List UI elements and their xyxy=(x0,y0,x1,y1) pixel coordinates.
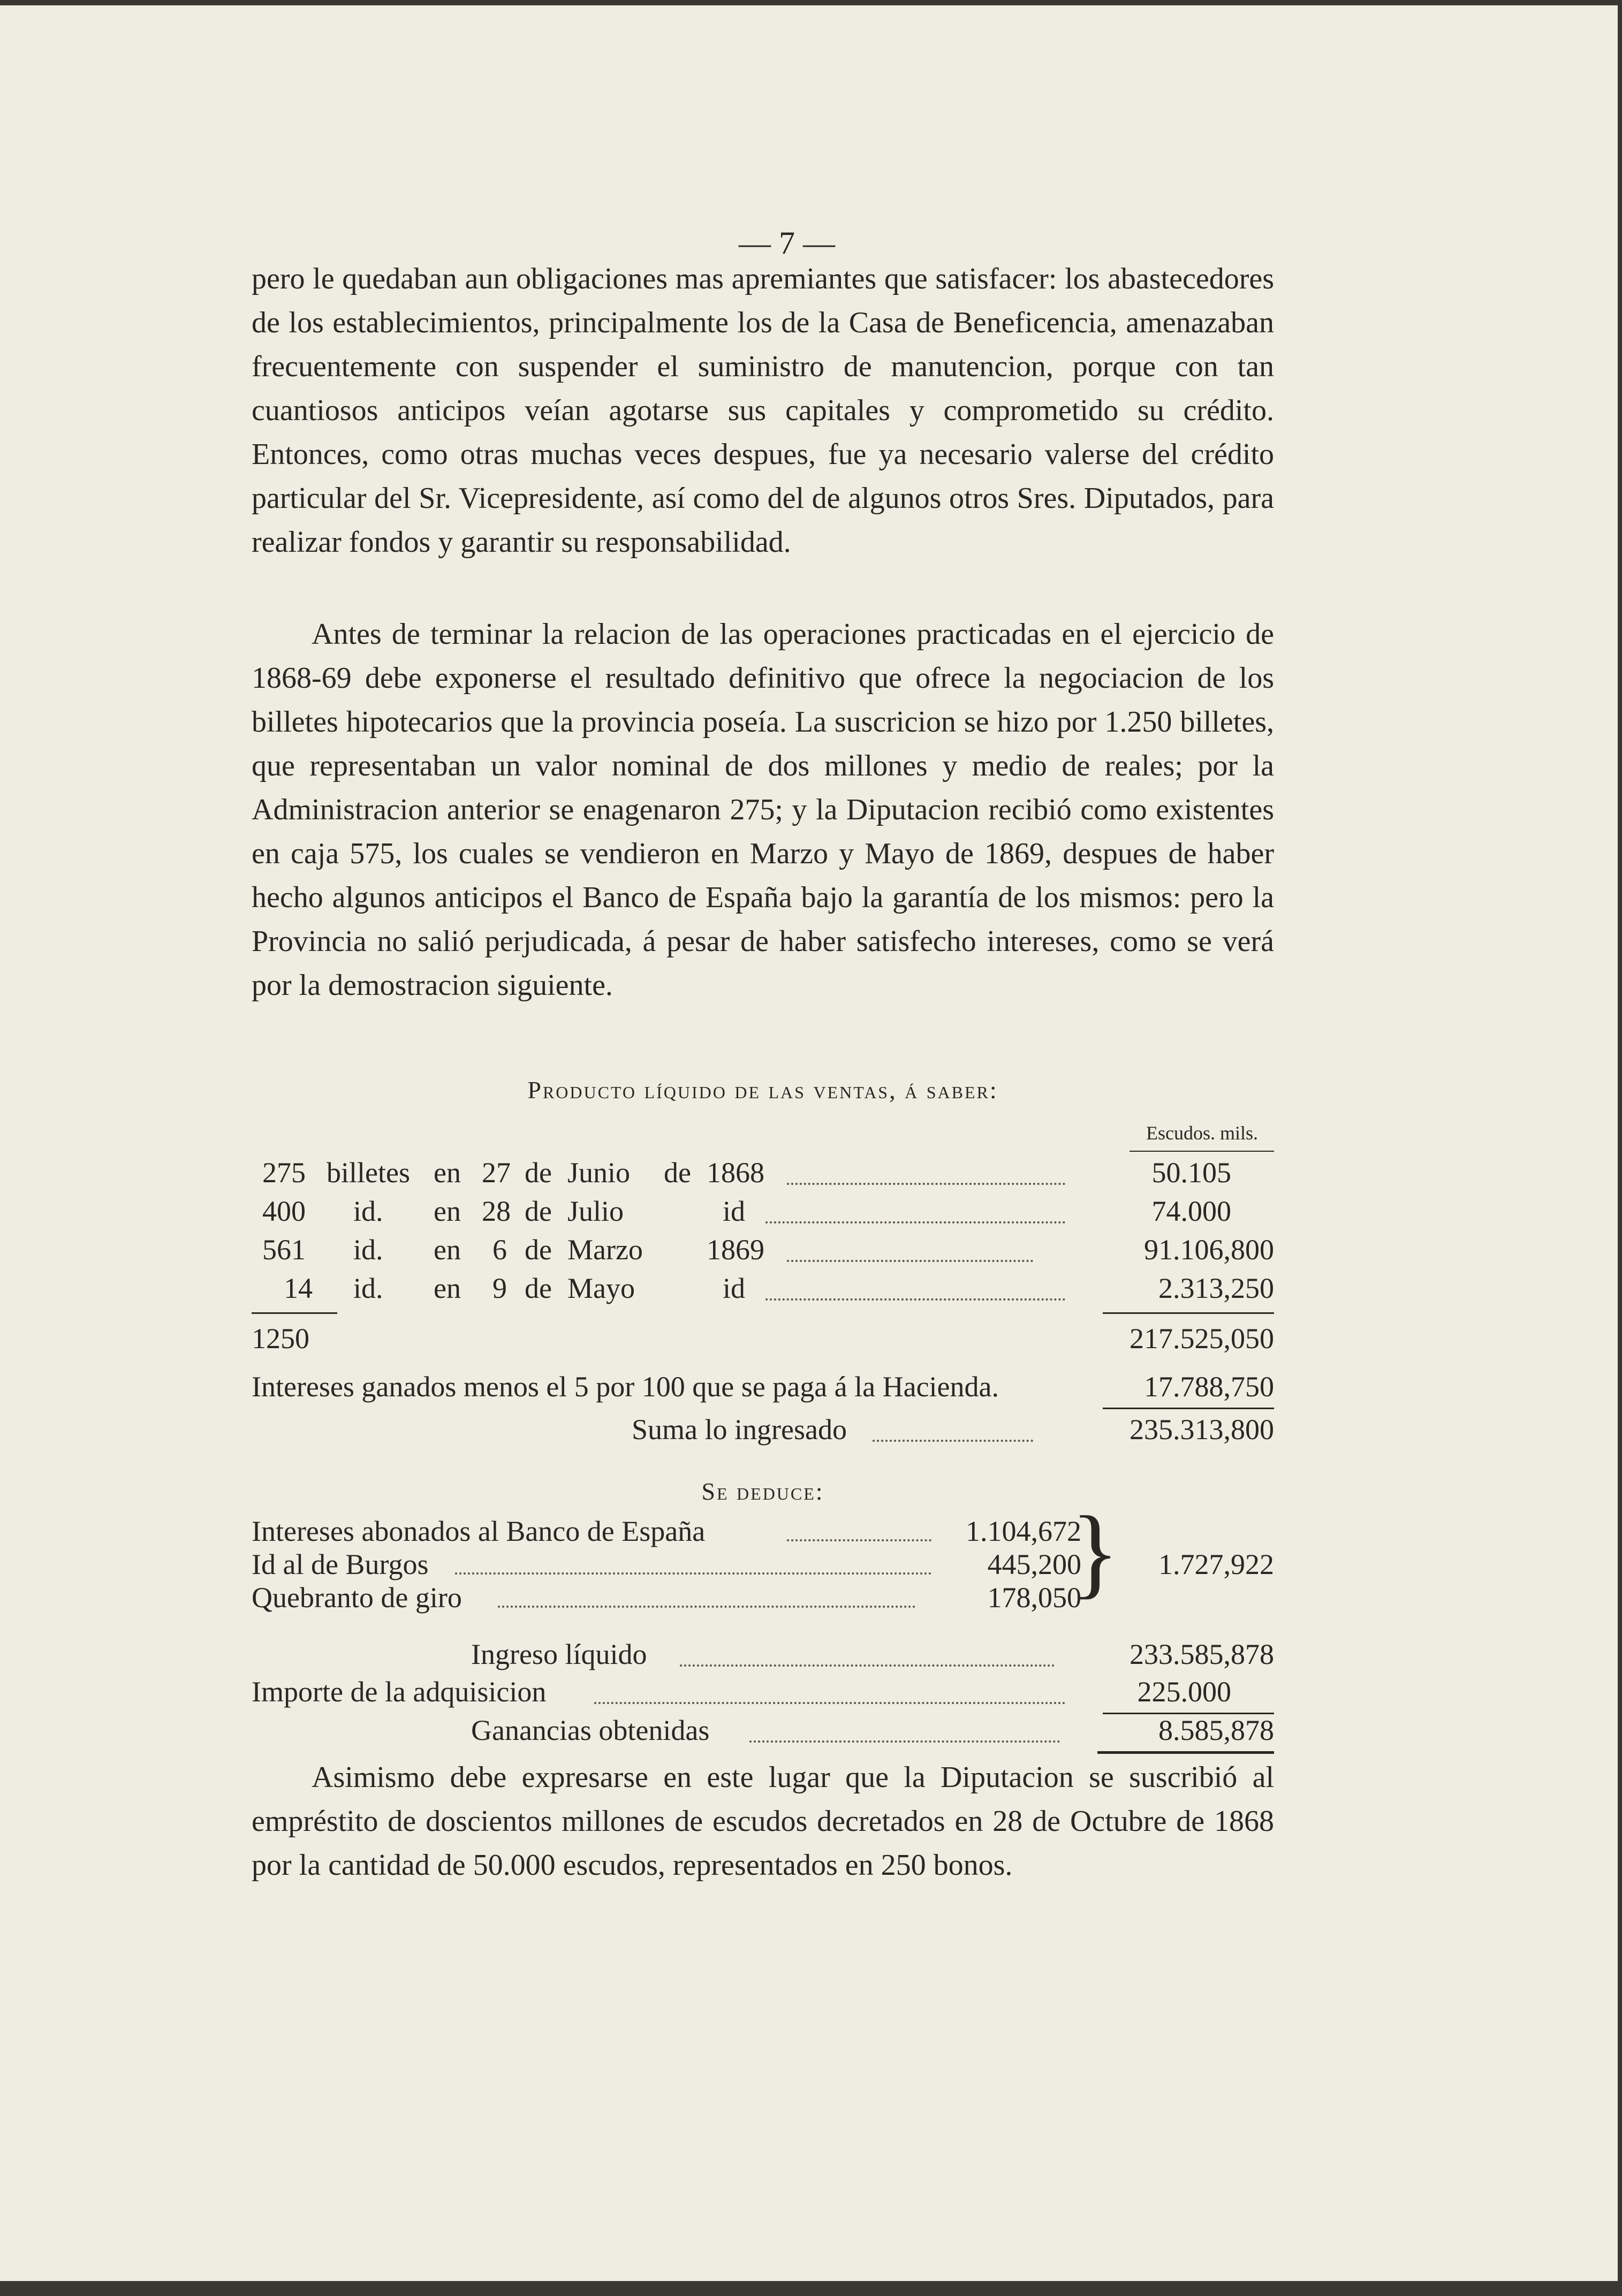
sum-label: Suma lo ingresado xyxy=(632,1413,847,1446)
sale-item: id. xyxy=(353,1234,383,1266)
sale-de: de xyxy=(525,1195,552,1227)
sale-item: id. xyxy=(353,1195,383,1227)
dot-leader xyxy=(787,1156,1065,1185)
qty-total-rule xyxy=(252,1312,337,1314)
sale-row xyxy=(252,1195,1274,1232)
sale-prep: en xyxy=(434,1157,461,1189)
dot-leader xyxy=(680,1638,1055,1667)
deduction-row xyxy=(252,1581,1274,1614)
scan-edge-right xyxy=(1618,0,1622,2296)
sum-row xyxy=(252,1413,1274,1450)
dot-leader xyxy=(873,1413,1033,1442)
sale-qty: 14 xyxy=(284,1272,313,1304)
deduction-row xyxy=(252,1515,1274,1548)
sale-de: de xyxy=(525,1272,552,1304)
sale-day: 28 xyxy=(482,1195,511,1227)
net-row xyxy=(252,1638,1274,1675)
gain-amount: 8.585,878 xyxy=(1158,1714,1274,1746)
sale-year: 1868 xyxy=(707,1157,764,1189)
sale-row xyxy=(252,1156,1274,1193)
interest-row xyxy=(252,1370,1274,1408)
sale-row xyxy=(252,1233,1274,1271)
deduction-total: 1.727,922 xyxy=(1158,1548,1274,1580)
paragraph-3: Asimismo debe expresarse en este lugar que la Diputacion se suscribió al empréstito de doscientos millones de escudos decretados en 28 de Octubre de 1868 por la cantidad de 50.000 escudos, representados en 250 bonos. xyxy=(252,1761,1274,1882)
interest-amount: 17.788,750 xyxy=(1144,1371,1274,1403)
page-number: — 7 — xyxy=(739,225,835,261)
sale-qty: 275 xyxy=(262,1157,306,1189)
subtotal-amount: 217.525,050 xyxy=(1130,1322,1274,1355)
sale-qty: 400 xyxy=(262,1195,306,1227)
dot-leader xyxy=(787,1515,931,1541)
subtotal-row xyxy=(252,1322,1274,1359)
paragraph-2: Antes de terminar la relacion de las operaciones practicadas en el ejercicio de 1868-69 debe exponerse el resultado definitivo que ofrece la negociacion de los billetes hipotecarios que la provincia poseía. La suscricion se hizo por 1.250 billetes, que representaban un valor nominal de dos millones y medio de reales; por la Administracion anterior se enagenaron 275; y la Diputacion recibió como existentes en caja 575, los cuales se vendieron en Marzo y Mayo de 1869, despues de haber hecho algunos anticipos el Banco de España bajo la garantía de los mismos: pero la Provincia no salió perjudicada, á pesar de haber satisfecho intereses, como se verá por la demostracion siguiente. xyxy=(252,618,1274,1002)
deduction-label: Quebranto de giro xyxy=(252,1582,462,1614)
sale-month: Mayo xyxy=(567,1272,635,1304)
deduction-amount: 178,050 xyxy=(987,1582,1081,1614)
sale-row xyxy=(252,1272,1274,1309)
sale-year: 1869 xyxy=(707,1234,764,1266)
sale-de: de xyxy=(525,1234,552,1266)
ledger-heading: Producto líquido de las ventas, á saber: xyxy=(527,1076,998,1104)
brace-icon: } xyxy=(1071,1496,1120,1608)
sale-amount: 2.313,250 xyxy=(1158,1272,1274,1304)
sale-month: Marzo xyxy=(567,1234,643,1266)
sale-de: de xyxy=(525,1157,552,1189)
sale-amount: 50.105 xyxy=(1151,1157,1231,1189)
sale-prep: en xyxy=(434,1234,461,1266)
cost-row xyxy=(252,1675,1274,1713)
interest-label: Intereses ganados menos el 5 por 100 que se paga á la Hacienda. xyxy=(252,1371,999,1403)
unit-label: Escudos. mils. xyxy=(1146,1122,1258,1144)
subtotal-rule xyxy=(1103,1312,1274,1314)
sum-amount: 235.313,800 xyxy=(1130,1413,1274,1446)
dot-leader xyxy=(594,1675,1065,1704)
sale-item: id. xyxy=(353,1272,383,1304)
scan-edge-top xyxy=(0,0,1622,5)
dot-leader xyxy=(765,1195,1065,1223)
sale-day: 6 xyxy=(492,1234,507,1266)
sale-day: 9 xyxy=(492,1272,507,1304)
sale-qty: 561 xyxy=(262,1234,306,1266)
deduction-label: Id al de Burgos xyxy=(252,1548,429,1580)
gain-row xyxy=(252,1714,1274,1751)
sale-day: 27 xyxy=(482,1157,511,1189)
deduction-amount: 445,200 xyxy=(987,1548,1081,1580)
sale-prep: en xyxy=(434,1272,461,1304)
cost-label: Importe de la adquisicion xyxy=(252,1676,547,1708)
sale-year-prefix: de xyxy=(664,1157,691,1189)
sale-item: billetes xyxy=(327,1157,410,1189)
total-qty: 1250 xyxy=(252,1322,309,1355)
unit-rule xyxy=(1130,1151,1274,1152)
dot-leader xyxy=(765,1272,1065,1301)
dot-leader xyxy=(787,1233,1033,1262)
sale-amount: 91.106,800 xyxy=(1144,1234,1274,1266)
paragraph-1: pero le quedaban aun obligaciones mas apremiantes que satisfacer: los abastecedores de los establecimientos, principalmente los de la Casa de Beneficencia, amenazaban frecuentemente con suspender el suministro de manutencion, porque con tan cuantiosos anticipos veían agotarse sus capitales y comprometido su crédito. Entonces, como otras muchas veces despues, fue ya necesario valerse del crédito particular del Sr. Vicepresidente, así como del de algunos otros Sres. Diputados, para realizar fondos y garantir su responsabilidad. xyxy=(252,262,1274,559)
sale-prep: en xyxy=(434,1195,461,1227)
deduction-total-row xyxy=(252,1548,1274,1585)
sale-month: Julio xyxy=(567,1195,624,1227)
net-amount: 233.585,878 xyxy=(1130,1638,1274,1670)
deduction-amount: 1.104,672 xyxy=(966,1515,1081,1547)
dot-leader xyxy=(749,1714,1060,1743)
gain-rule-bottom xyxy=(1097,1751,1274,1754)
net-label: Ingreso líquido xyxy=(471,1638,647,1670)
cost-amount: 225.000 xyxy=(1137,1676,1231,1708)
sum-rule xyxy=(1103,1408,1274,1409)
deduct-heading: Se deduce: xyxy=(701,1478,824,1505)
scan-edge-bottom xyxy=(0,2281,1622,2296)
sale-year: id xyxy=(723,1195,746,1227)
deduction-label: Intereses abonados al Banco de España xyxy=(252,1515,706,1547)
sale-year: id xyxy=(723,1272,746,1304)
gain-label: Ganancias obtenidas xyxy=(471,1714,710,1746)
sale-amount: 74.000 xyxy=(1151,1195,1231,1227)
sale-month: Junio xyxy=(567,1157,631,1189)
